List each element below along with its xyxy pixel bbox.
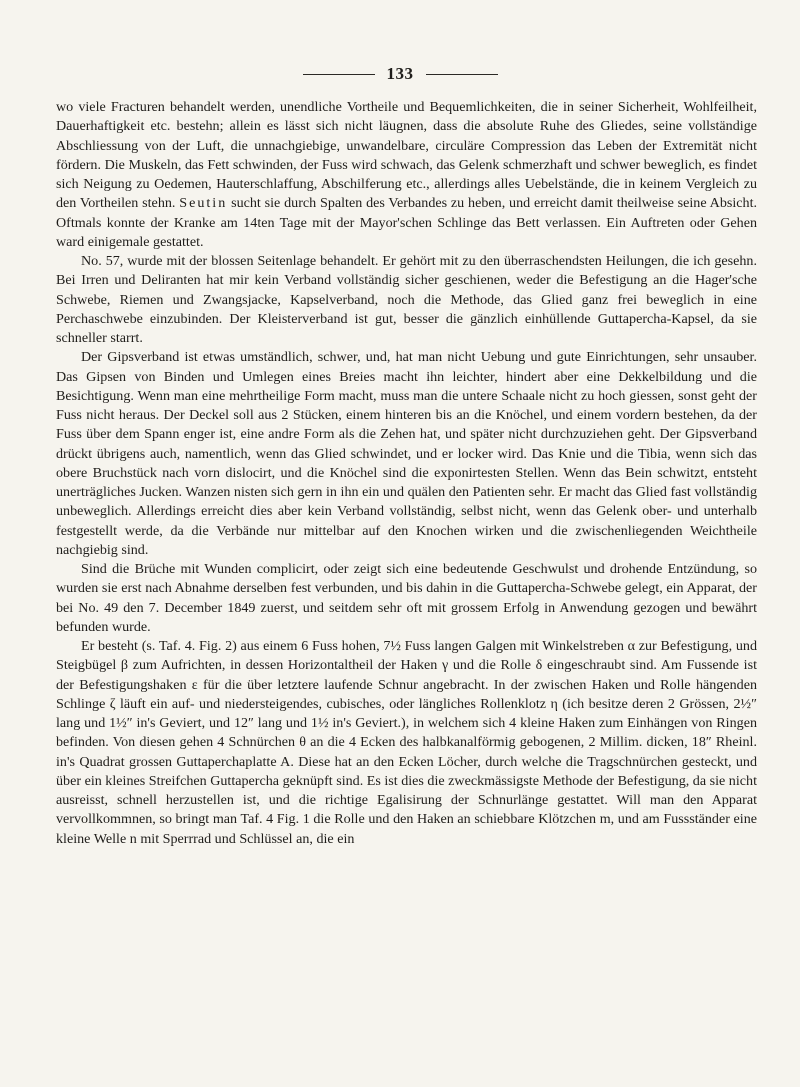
body-text — [56, 98, 757, 849]
paragraph-apparatus-description: Er besteht (s. Taf. 4. Fig. 2) aus einem 6 Fuss hohen, 7½ Fuss langen Galgen mit Winkelstreben α zur Befestigung, und Steigbügel β zum Aufrichten, in dessen Horizontaltheil der Haken γ und die Rolle δ eingeschraubt sind. Am Fussende ist der Befestigungshaken ε für die über letztere laufende Schnur angebracht. In der zwischen Haken und Rolle hängenden Schlinge ζ läuft ein auf- und niedersteigendes, cubisches, oder längliches Rollenklotz η (ich besitze deren 2 Grössen, 2½″ lang und 1½″ in's Geviert, und 12″ lang und 1½ in's Geviert.), in welchem sich 4 kleine Haken zum Einhängen von Ringen befinden. Von diesen gehen 4 Schnürchen θ an die 4 Ecken des halbkanalförmig gebogenen, 2 Millim. dicken, 18″ Rheinl. in's Quadrat grossen Guttaperchaplatte A. Diese hat an den Ecken Löcher, durch welche die Tragschnürchen gesteckt, und über ein kleines Streifchen Guttapercha geknüpft sind. Es ist dies die zweckmässigste Methode der Befestigung, da sie nicht ausreisst, schnell herzustellen ist, und die richtige Egalisirung der Schnurlänge gestattet. Will man den Apparat vervollkommnen, so bringt man Taf. 4 Fig. 1 die Rolle und den Haken an schiebbare Klötzchen m, und am Fussständer eine kleine Welle n mit Sperrrad und Schlüssel an, die ein — [56, 638, 757, 847]
header-rule-left — [303, 74, 375, 75]
paragraph-fracture-bandage — [56, 98, 757, 252]
paragraph-text-segment: sucht sie durch Spalten des Verbandes zu heben, und erreicht damit theilweise seine Absicht. Oftmals konnte der Kranke am 14ten Tage mit der Mayor'schen Schlinge das Bett verlassen. Ein Auftreten oder Gehen ward einigemale gestattet. — [56, 195, 758, 250]
header-rule-right — [426, 74, 498, 75]
page-number: 133 — [386, 64, 414, 83]
author-name-seutin: Seutin — [179, 195, 228, 212]
paragraph-no-57: No. 57, wurde mit der blossen Seitenlage behandelt. Er gehört mit zu den überraschendsten Heilungen, die ich gesehn. Bei Irren und Deliranten hat mir kein Verband vollständig sicher geschienen, weder die Befestigung an die Hager'sche Schwebe, Riemen und Zwangsjacke, Kapselverband, noch die Methode, das Glied ganz frei beweglich in eine Perchaschwebe einzubinden. Der Kleisterverband ist gut, besser die gänzlich einhüllende Guttapercha-Kapsel, da sie schneller starrt. — [56, 253, 757, 346]
paragraph-gipsverband: Der Gipsverband ist etwas umständlich, schwer, und, hat man nicht Uebung und gute Einrichtungen, sehr unsauber. Das Gipsen von Binden und Umlegen eines Breies macht ihn leichter, hindert aber eine Dekkelbildung und die Besichtigung. Wenn man eine mehrtheilige Form macht, muss man die untere Schaale nicht zu hoch giessen, sonst geht der Fuss nicht heraus. Der Deckel soll aus 2 Stücken, einem hinteren bis an die Knöchel, und einem vordern bestehen, da der Fuss über dem Spann enger ist, eine andre Form als die Zehen hat, und später nicht durchzuziehen geht. Der Gipsverband drückt übrigens auch, namentlich, wenn das Glied schwindet, und er locker wird. Das Knie und die Tibia, wenn sich das obere Bruchstück nach vorn dislocirt, und die Knöchel sind die exponirtesten Stellen. Wenn das Bein schwitzt, entsteht unerträgliches Jucken. Wanzen nisten sich gern in ihn ein und quälen den Patienten sehr. Er macht das Glied fast vollständig unbeweglich. Allerdings erreicht dies aber kein Verband vollständig, selbst nicht, wenn das Gelenk ober- und unterhalb festgestellt werde, da die Verbände nur mittelbar auf den Knochen wirken und die zwischenliegenden Weichtheile nachgiebig sind. — [56, 349, 757, 558]
page-header — [0, 62, 800, 86]
paragraph-complicated-fractures: Sind die Brüche mit Wunden complicirt, oder zeigt sich eine bedeutende Geschwulst und drohende Entzündung, so wurden sie erst nach Abnahme derselben fest verbunden, und bis dahin in die Guttapercha-Schwebe gelegt, ein Apparat, der bei No. 49 den 7. December 1849 zuerst, und seitdem sehr oft mit grossem Erfolg in Anwendung gezogen und bewährt befunden wurde. — [56, 561, 757, 635]
paragraph-text-segment: wo viele Fracturen behandelt werden, unendliche Vortheile und Bequemlichkeiten, die in seiner Sicherheit, Wohlfeilheit, Dauerhaftigkeit etc. bestehn; allein es lässt sich nicht läugnen, dass die absolute Ruhe des Gliedes, seine vollständige Abschliessung von der Luft, die unnachgiebige, unwandelbare, circuläre Compression das Leben der Extremität nicht fördern. Die Muskeln, das Fett schwinden, der Fuss wird schwach, das Gelenk schmerzhaft und schwer beweglich, es findet sich Neigung zu Oedemen, Hauterschlaffung, Abschilferung etc., allerdings alles Uebelstände, die in keinem Vergleich zu den Vortheilen stehn. — [56, 99, 757, 212]
